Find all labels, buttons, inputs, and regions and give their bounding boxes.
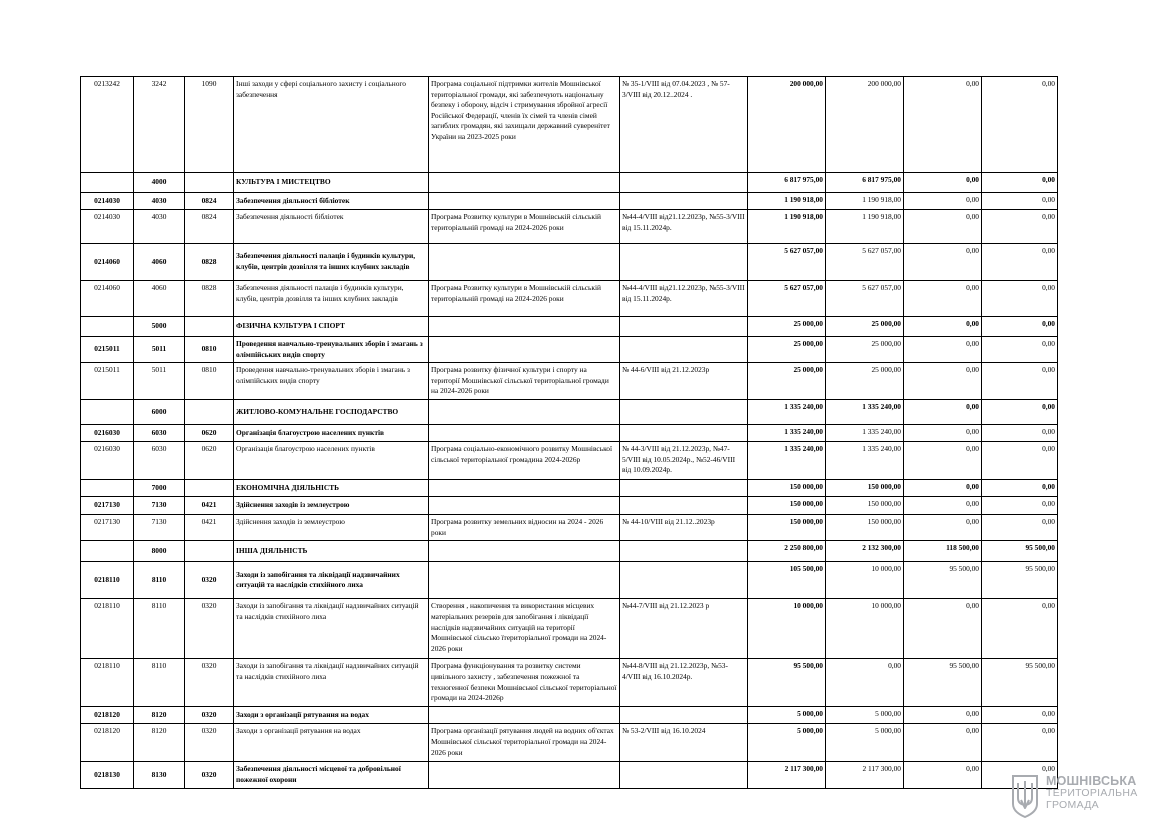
cell-special: 95 500,00 xyxy=(904,562,982,599)
cell-program: Створення , накопичення та використання місцевих матеріальних резервів для запобігання і ліквідації наслідків надзвичайних ситуацій на території Мошнівської сільсько їтериторіальної громади на 2024-2026 роки xyxy=(429,599,620,659)
cell-general: 10 000,00 xyxy=(826,562,904,599)
cell-code1: 0218110 xyxy=(81,599,134,659)
table-row xyxy=(81,724,1058,762)
cell-name: ЕКОНОМІЧНА ДІЯЛЬНІСТЬ xyxy=(234,480,429,497)
cell-name: Забезпечення діяльності бібліотек xyxy=(234,210,429,244)
cell-code3: 0320 xyxy=(185,762,234,788)
cell-general: 6 817 975,00 xyxy=(826,173,904,193)
cell-code1: 0215011 xyxy=(81,363,134,400)
cell-code1: 0218130 xyxy=(81,762,134,788)
table-row-subtotal xyxy=(81,193,1058,210)
cell-code2: 7130 xyxy=(134,515,185,541)
community-logo xyxy=(1008,772,1158,820)
cell-name: Здійснення заходів із землеустрою xyxy=(234,497,429,515)
cell-name: Заходи з організації рятування на водах xyxy=(234,724,429,762)
cell-total: 2 250 800,00 xyxy=(748,541,826,562)
cell-total: 150 000,00 xyxy=(748,497,826,515)
cell-total: 1 335 240,00 xyxy=(748,400,826,425)
cell-decision: №44-4/VIII від21.12.2023р, №55-3/VIII від 15.11.2024р. xyxy=(620,210,748,244)
cell-dev: 0,00 xyxy=(982,707,1058,724)
cell-code2: 6030 xyxy=(134,442,185,480)
table-row xyxy=(81,442,1058,480)
cell-name: Заходи із запобігання та ліквідації надзвичайних ситуацій та наслідків стихійного лиха xyxy=(234,599,429,659)
cell-special: 0,00 xyxy=(904,515,982,541)
cell-name: ФІЗИЧНА КУЛЬТУРА І СПОРТ xyxy=(234,317,429,337)
cell-code3: 0320 xyxy=(185,599,234,659)
cell-total: 1 190 918,00 xyxy=(748,210,826,244)
cell-dev: 0,00 xyxy=(982,515,1058,541)
cell-dev: 0,00 xyxy=(982,480,1058,497)
cell-name: Заходи із запобігання та ліквідації надзвичайних ситуацій та наслідків стихійного лиха xyxy=(234,659,429,707)
cell-name: КУЛЬТУРА І МИСТЕЦТВО xyxy=(234,173,429,193)
cell-code2: 5011 xyxy=(134,337,185,363)
cell-code1: 0217130 xyxy=(81,497,134,515)
cell-decision: № 44-3/VIII від 21.12.2023р, №47-5/VIII від 10.05.2024р., №52-46/VIII від 10.09.2024р. xyxy=(620,442,748,480)
cell-code2: 4060 xyxy=(134,244,185,281)
cell-dev: 0,00 xyxy=(982,724,1058,762)
cell-dev: 0,00 xyxy=(982,762,1058,788)
cell-code2: 4030 xyxy=(134,210,185,244)
cell-general: 1 335 240,00 xyxy=(826,425,904,442)
cell-total: 5 000,00 xyxy=(748,724,826,762)
cell-special: 0,00 xyxy=(904,599,982,659)
cell-code1: 0214030 xyxy=(81,193,134,210)
cell-general: 5 000,00 xyxy=(826,724,904,762)
cell-name: Заходи з організації рятування на водах xyxy=(234,707,429,724)
cell-code2: 5000 xyxy=(134,317,185,337)
cell-special: 0,00 xyxy=(904,193,982,210)
cell-general: 5 000,00 xyxy=(826,707,904,724)
cell-code3: 0620 xyxy=(185,442,234,480)
cell-special: 0,00 xyxy=(904,77,982,173)
cell-program: Програма розвитку земельних відносин на 2024 - 2026 роки xyxy=(429,515,620,541)
cell-general: 1 335 240,00 xyxy=(826,400,904,425)
cell-dev: 0,00 xyxy=(982,337,1058,363)
cell-code1: 0216030 xyxy=(81,442,134,480)
table-row-subtotal xyxy=(81,707,1058,724)
table-row-group xyxy=(81,541,1058,562)
cell-general: 150 000,00 xyxy=(826,497,904,515)
cell-code1: 0214060 xyxy=(81,281,134,317)
cell-total: 1 190 918,00 xyxy=(748,193,826,210)
cell-code3: 0320 xyxy=(185,659,234,707)
table-row xyxy=(81,281,1058,317)
cell-dev: 0,00 xyxy=(982,442,1058,480)
cell-general: 0,00 xyxy=(826,659,904,707)
trident-icon xyxy=(1010,774,1040,818)
table-row-subtotal xyxy=(81,562,1058,599)
cell-total: 150 000,00 xyxy=(748,480,826,497)
cell-general: 1 190 918,00 xyxy=(826,210,904,244)
logo-line-2: ТЕРИТОРІАЛЬНА xyxy=(1046,787,1138,799)
cell-general: 25 000,00 xyxy=(826,363,904,400)
table-row xyxy=(81,363,1058,400)
cell-special: 95 500,00 xyxy=(904,659,982,707)
cell-dev: 95 500,00 xyxy=(982,541,1058,562)
logo-line-1: МОШНІВСЬКА xyxy=(1046,774,1137,788)
cell-program: Програма функціонування та розвитку системи цивільного захисту , забезпечення пожежної та техногенної безпеки Мошнівської сільської територіальної громади на 2024-2026р xyxy=(429,659,620,707)
cell-name: Організація благоустрою населених пунктів xyxy=(234,442,429,480)
cell-special: 0,00 xyxy=(904,762,982,788)
cell-special: 0,00 xyxy=(904,480,982,497)
cell-code2: 4030 xyxy=(134,193,185,210)
cell-decision: №44-4/VIII від21.12.2023р, №55-3/VIII від 15.11.2024р. xyxy=(620,281,748,317)
table-row xyxy=(81,210,1058,244)
table-row-subtotal xyxy=(81,425,1058,442)
cell-total: 95 500,00 xyxy=(748,659,826,707)
cell-code1: 0214030 xyxy=(81,210,134,244)
cell-program: Програма організації рятування людей на водних об'єктах Мошнівської сільської територіальної громади на 2024-2026 роки xyxy=(429,724,620,762)
cell-name: ЖИТЛОВО-КОМУНАЛЬНЕ ГОСПОДАРСТВО xyxy=(234,400,429,425)
cell-special: 0,00 xyxy=(904,337,982,363)
cell-program: Програма соціальної підтримки жителів Мошнівської територіальної громади, які забезпечують національну безпеку і оборону, відсіч і стримування збройної агресії Російської Федерації, членів їх сімей та членів сімей загиблих громадян, які захищали державний суверенітет України на 2023-2025 роки xyxy=(429,77,620,173)
cell-general: 1 335 240,00 xyxy=(826,442,904,480)
cell-decision: № 35-1/VIII від 07.04.2023 , № 57-3/VIII від 20.12..2024 . xyxy=(620,77,748,173)
cell-code3: 0421 xyxy=(185,515,234,541)
cell-code2: 8120 xyxy=(134,707,185,724)
cell-code3: 0320 xyxy=(185,724,234,762)
cell-program: Програма Розвитку культури в Мошнівській сільській територіальній громаді на 2024-2026 роки xyxy=(429,281,620,317)
cell-code2: 7000 xyxy=(134,480,185,497)
cell-general: 5 627 057,00 xyxy=(826,244,904,281)
cell-code3: 0828 xyxy=(185,244,234,281)
cell-decision: №44-8/VIII від 21.12.2023р, №53-4/VIII від 16.10.2024р. xyxy=(620,659,748,707)
cell-general: 1 190 918,00 xyxy=(826,193,904,210)
cell-code1: 0213242 xyxy=(81,77,134,173)
table-row-group xyxy=(81,480,1058,497)
cell-dev: 0,00 xyxy=(982,317,1058,337)
cell-code3: 0828 xyxy=(185,281,234,317)
table-row xyxy=(81,515,1058,541)
cell-decision: № 44-6/VIII від 21.12.2023р xyxy=(620,363,748,400)
cell-total: 10 000,00 xyxy=(748,599,826,659)
logo-line-3: ГРОМАДА xyxy=(1046,799,1099,811)
cell-total: 6 817 975,00 xyxy=(748,173,826,193)
cell-code2: 8000 xyxy=(134,541,185,562)
cell-code2: 8110 xyxy=(134,659,185,707)
table-row xyxy=(81,659,1058,707)
cell-code1: 0217130 xyxy=(81,515,134,541)
cell-code3: 0421 xyxy=(185,497,234,515)
cell-code1: 0218110 xyxy=(81,659,134,707)
cell-name: Забезпечення діяльності палаців і будинків культури, клубів, центрів дозвілля та інших клубних закладів xyxy=(234,281,429,317)
cell-program: Програма розвитку фізичної культури і спорту на території Мошнівської сільської територіальної громади на 2024-2026 роки xyxy=(429,363,620,400)
cell-special: 0,00 xyxy=(904,173,982,193)
cell-dev: 0,00 xyxy=(982,173,1058,193)
cell-special: 0,00 xyxy=(904,707,982,724)
cell-code2: 5011 xyxy=(134,363,185,400)
cell-code3: 0320 xyxy=(185,562,234,599)
table-row xyxy=(81,599,1058,659)
cell-name: Організація благоустрою населених пунктів xyxy=(234,425,429,442)
cell-total: 105 500,00 xyxy=(748,562,826,599)
cell-general: 10 000,00 xyxy=(826,599,904,659)
cell-program: Програма соціально-економічного розвитку Мошнівської сільської територіальної громадина 2024-2026р xyxy=(429,442,620,480)
cell-dev: 0,00 xyxy=(982,193,1058,210)
cell-special: 0,00 xyxy=(904,400,982,425)
cell-name: Здійснення заходів із землеустрою xyxy=(234,515,429,541)
cell-name: Забезпечення діяльності палаців і будинків культури, клубів, центрів дозвілля та інших клубних закладів xyxy=(234,244,429,281)
cell-decision: № 44-10/VIII від 21.12..2023р xyxy=(620,515,748,541)
cell-code1: 0216030 xyxy=(81,425,134,442)
cell-total: 5 627 057,00 xyxy=(748,244,826,281)
cell-code2: 8120 xyxy=(134,724,185,762)
cell-special: 0,00 xyxy=(904,210,982,244)
cell-general: 25 000,00 xyxy=(826,337,904,363)
cell-total: 25 000,00 xyxy=(748,317,826,337)
cell-total: 200 000,00 xyxy=(748,77,826,173)
cell-total: 5 000,00 xyxy=(748,707,826,724)
cell-general: 150 000,00 xyxy=(826,515,904,541)
budget-table xyxy=(80,76,1058,789)
cell-total: 150 000,00 xyxy=(748,515,826,541)
cell-code3: 0810 xyxy=(185,363,234,400)
cell-name: Інші заходи у сфері соціального захисту і соціального забезпечення xyxy=(234,77,429,173)
cell-dev: 0,00 xyxy=(982,497,1058,515)
cell-special: 0,00 xyxy=(904,442,982,480)
cell-code2: 8130 xyxy=(134,762,185,788)
cell-code1: 0218110 xyxy=(81,562,134,599)
table-row-group xyxy=(81,317,1058,337)
table-row-group xyxy=(81,173,1058,193)
cell-name: ІНША ДІЯЛЬНІСТЬ xyxy=(234,541,429,562)
table-row-subtotal xyxy=(81,337,1058,363)
cell-code3: 0620 xyxy=(185,425,234,442)
cell-dev: 0,00 xyxy=(982,400,1058,425)
cell-total: 25 000,00 xyxy=(748,337,826,363)
table-row xyxy=(81,77,1058,173)
cell-code2: 6030 xyxy=(134,425,185,442)
cell-special: 0,00 xyxy=(904,317,982,337)
cell-name: Забезпечення діяльності бібліотек xyxy=(234,193,429,210)
cell-general: 2 117 300,00 xyxy=(826,762,904,788)
table-row-group xyxy=(81,400,1058,425)
table-row-subtotal xyxy=(81,244,1058,281)
table-row-subtotal xyxy=(81,762,1058,788)
cell-code2: 7130 xyxy=(134,497,185,515)
cell-dev: 0,00 xyxy=(982,77,1058,173)
cell-code1: 0215011 xyxy=(81,337,134,363)
cell-general: 5 627 057,00 xyxy=(826,281,904,317)
cell-dev: 0,00 xyxy=(982,244,1058,281)
cell-code2: 3242 xyxy=(134,77,185,173)
cell-code2: 8110 xyxy=(134,599,185,659)
cell-total: 5 627 057,00 xyxy=(748,281,826,317)
cell-special: 0,00 xyxy=(904,497,982,515)
cell-program: Програма Розвитку культури в Мошнівській сільській територіальній громаді на 2024-2026 роки xyxy=(429,210,620,244)
cell-code3: 0824 xyxy=(185,210,234,244)
cell-name: Забезпечення діяльності місцевої та добровільної пожежної охорони xyxy=(234,762,429,788)
cell-dev: 0,00 xyxy=(982,210,1058,244)
cell-general: 150 000,00 xyxy=(826,480,904,497)
cell-code1: 0214060 xyxy=(81,244,134,281)
cell-total: 1 335 240,00 xyxy=(748,425,826,442)
cell-code1: 0218120 xyxy=(81,724,134,762)
cell-name: Заходи із запобігання та ліквідації надзвичайних ситуацій та наслідків стихійного лиха xyxy=(234,562,429,599)
cell-code2: 4000 xyxy=(134,173,185,193)
cell-code1: 0218120 xyxy=(81,707,134,724)
cell-total: 2 117 300,00 xyxy=(748,762,826,788)
cell-special: 0,00 xyxy=(904,425,982,442)
cell-code3: 0320 xyxy=(185,707,234,724)
cell-general: 25 000,00 xyxy=(826,317,904,337)
cell-special: 0,00 xyxy=(904,724,982,762)
cell-dev: 95 500,00 xyxy=(982,562,1058,599)
cell-code2: 4060 xyxy=(134,281,185,317)
cell-dev: 95 500,00 xyxy=(982,659,1058,707)
cell-dev: 0,00 xyxy=(982,599,1058,659)
cell-total: 1 335 240,00 xyxy=(748,442,826,480)
cell-special: 0,00 xyxy=(904,244,982,281)
cell-name: Проведення навчально-тренувальних зборів і змагань з олімпійських видів спорту xyxy=(234,363,429,400)
cell-dev: 0,00 xyxy=(982,363,1058,400)
cell-special: 0,00 xyxy=(904,363,982,400)
cell-dev: 0,00 xyxy=(982,425,1058,442)
cell-general: 200 000,00 xyxy=(826,77,904,173)
cell-code2: 6000 xyxy=(134,400,185,425)
cell-code3: 0810 xyxy=(185,337,234,363)
cell-decision: №44-7/VIII від 21.12.2023 р xyxy=(620,599,748,659)
cell-special: 0,00 xyxy=(904,281,982,317)
cell-special: 118 500,00 xyxy=(904,541,982,562)
cell-name: Проведення навчально-тренувальних зборів і змагань з олімпійських видів спорту xyxy=(234,337,429,363)
cell-total: 25 000,00 xyxy=(748,363,826,400)
cell-dev: 0,00 xyxy=(982,281,1058,317)
table-row-subtotal xyxy=(81,497,1058,515)
cell-general: 2 132 300,00 xyxy=(826,541,904,562)
cell-code3: 1090 xyxy=(185,77,234,173)
cell-decision: № 53-2/VIII від 16.10.2024 xyxy=(620,724,748,762)
cell-code3: 0824 xyxy=(185,193,234,210)
cell-code2: 8110 xyxy=(134,562,185,599)
